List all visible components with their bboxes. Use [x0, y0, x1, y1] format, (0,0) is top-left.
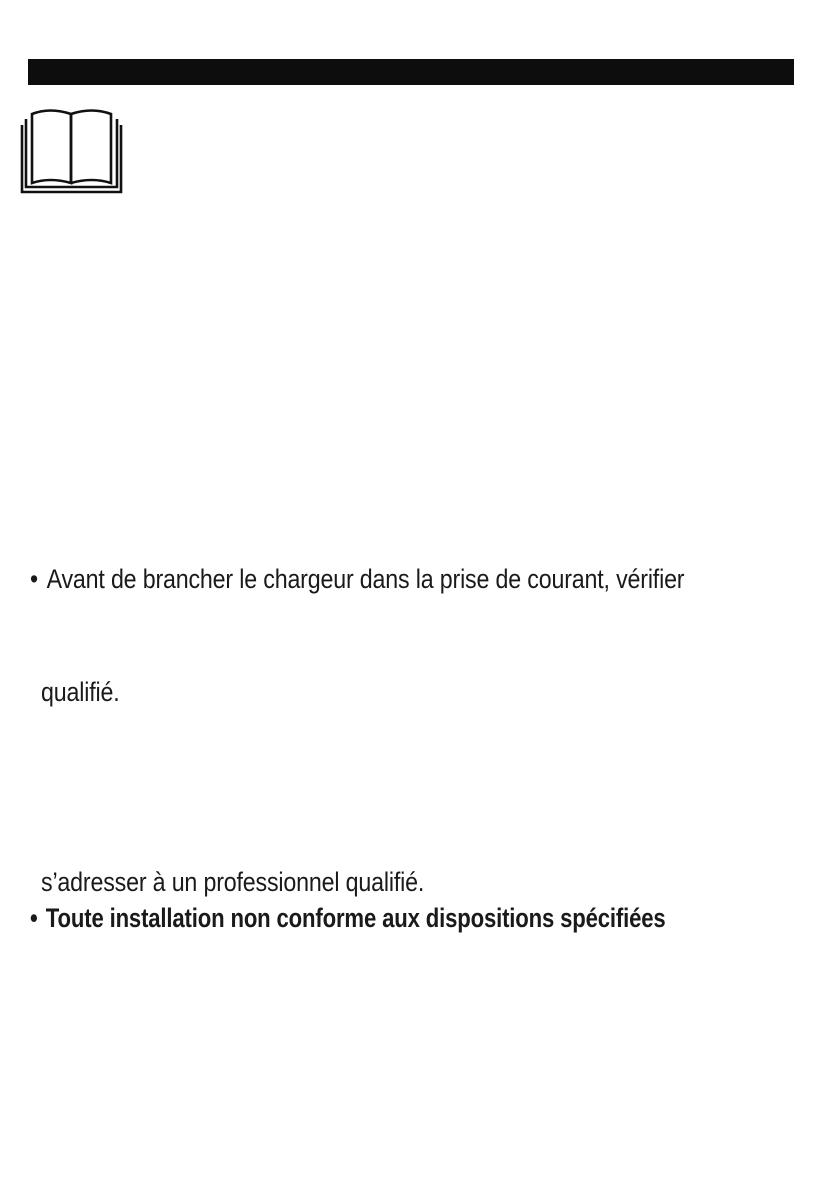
- open-book-manual-icon: [20, 103, 124, 195]
- bullet-item: [30, 563, 684, 595]
- bullet-marker: •: [30, 903, 38, 933]
- bullet-text: Toute installation non conforme aux dispositions spécifiées: [45, 903, 666, 933]
- bullet-item-bold: [30, 902, 666, 934]
- continuation-text: qualifié.: [41, 677, 120, 707]
- continuation-text: s’adresser à un professionnel qualifié.: [41, 867, 425, 897]
- bullet-marker: •: [30, 564, 38, 594]
- bullet-text: Avant de brancher le chargeur dans la prise de courant, vérifier: [46, 564, 685, 594]
- header-bar: [28, 59, 794, 85]
